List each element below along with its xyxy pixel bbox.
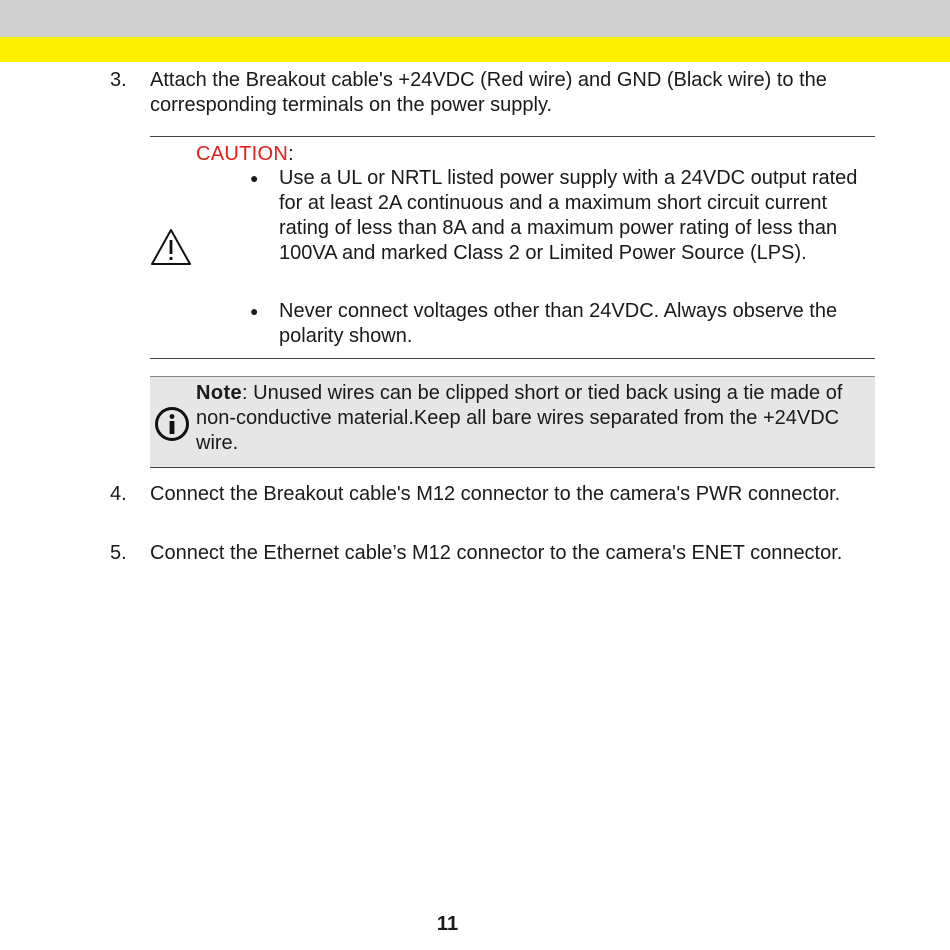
caution-top-rule: [150, 136, 875, 137]
note-text: [196, 381, 871, 456]
caution-bullet-text: Never connect voltages other than 24VDC. Always observe the polarity shown.: [279, 300, 838, 347]
bullet-dot: ●: [250, 303, 259, 319]
step-text: Connect the Breakout cable's M12 connector to the camera's PWR connector.: [150, 483, 841, 505]
step-text: Connect the Ethernet cable’s M12 connector to the camera's ENET connector.: [150, 542, 843, 564]
note-body: : Unused wires can be clipped short or tied back using a tie made of non-conductive material.Keep all bare wires separated from the +24VDC wire.: [196, 382, 843, 454]
caution-colon: :: [288, 143, 294, 165]
step-text: Attach the Breakout cable's +24VDC (Red wire) and GND (Black wire) to the corresponding terminals on the power supply.: [150, 69, 827, 116]
step-number: 3.: [110, 69, 127, 91]
step-number: 4.: [110, 483, 127, 505]
page-number: 11: [436, 913, 459, 935]
caution-heading: [196, 142, 294, 167]
info-circle-icon: [154, 406, 190, 442]
note-label: Note: [196, 382, 243, 404]
step-number: 5.: [110, 542, 127, 564]
header-gray-band: [0, 0, 950, 37]
warning-triangle-icon: [150, 228, 192, 266]
caution-bottom-rule: [150, 358, 875, 359]
caution-label: CAUTION: [196, 143, 289, 165]
bullet-dot: ●: [250, 170, 259, 186]
caution-bullet-text: Use a UL or NRTL listed power supply with a 24VDC output rated for at least 2A continuous and a maximum short circuit current rating of less than 8A and a maximum power rating of less than 100VA and marked Class 2 or Limited Power Source (LPS).: [279, 167, 858, 264]
header-yellow-band: [0, 37, 950, 62]
